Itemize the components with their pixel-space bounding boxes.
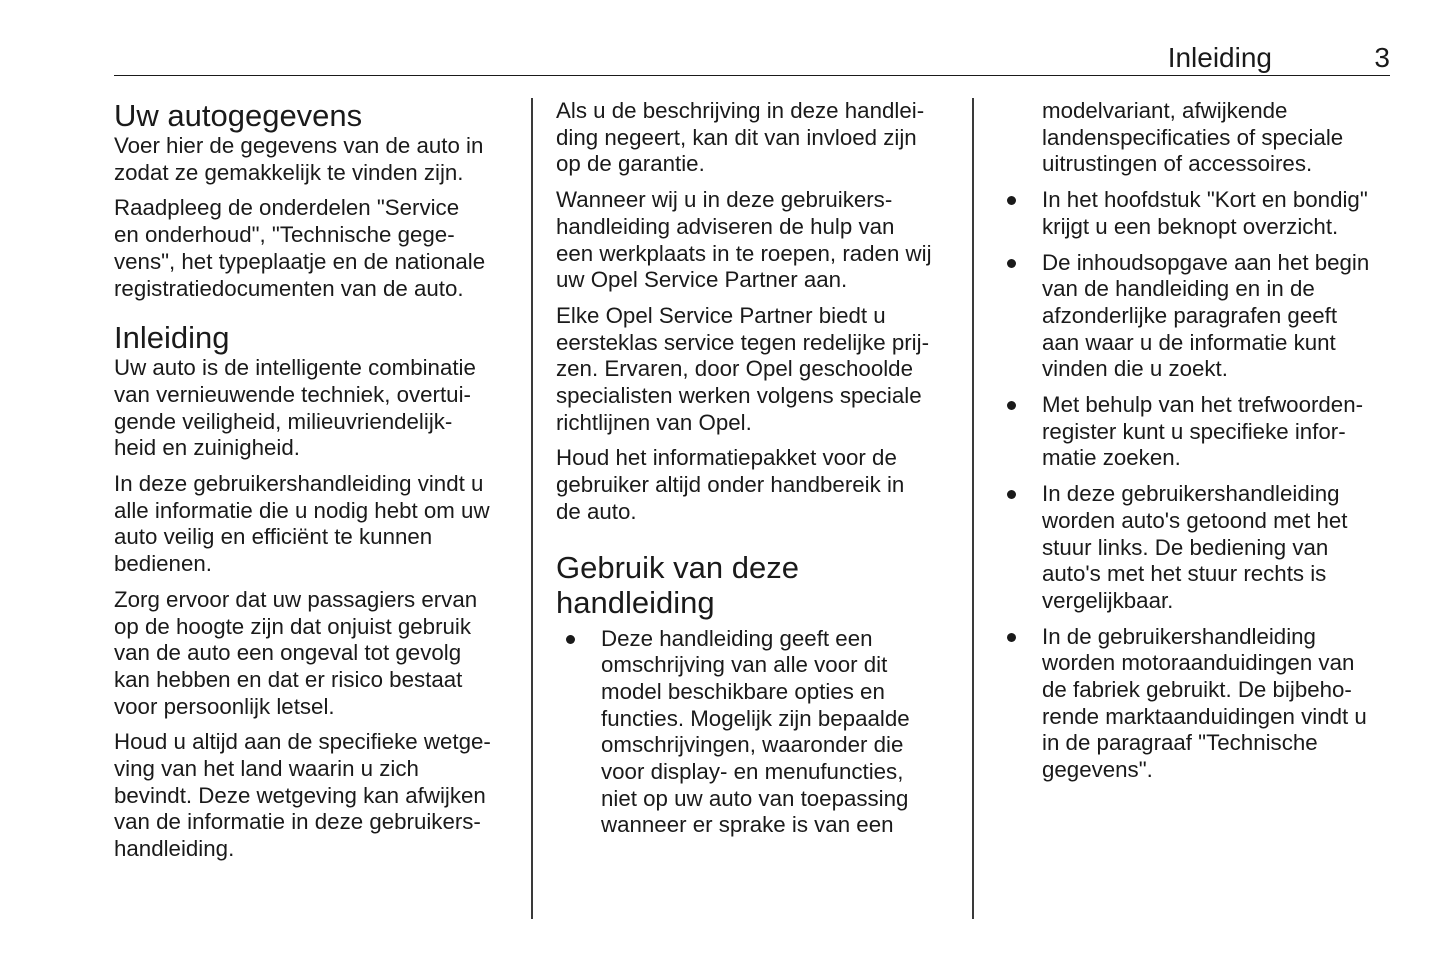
bullet-item: De inhoudsopgave aan het begin van de handleiding en in de afzonderlijke paragrafen geeft aan waar u de informatie kunt vinden die u zoekt. xyxy=(1000,250,1395,384)
bullet-icon xyxy=(1007,633,1016,642)
column-2 xyxy=(556,98,956,848)
paragraph: Zorg ervoor dat uw passagiers ervan op de hoogte zijn dat onjuist gebruik van de auto een ongeval tot gevolg kan hebben en dat er risico bestaat voor persoonlijk letsel. xyxy=(114,586,478,719)
paragraph: Wanneer wij u in deze gebruikers- handleiding adviseren de hulp van een werkplaats in te roepen, raden wij uw Opel Service Partner aan. xyxy=(556,187,932,293)
bullet-list xyxy=(1000,187,1395,784)
bullet-icon xyxy=(1007,196,1016,205)
section-heading-autogegevens: Uw autogegevens xyxy=(114,98,363,133)
column-divider-2 xyxy=(972,98,974,919)
column-divider-1 xyxy=(531,98,533,919)
bullet-icon xyxy=(566,635,575,644)
bullet-icon xyxy=(1007,490,1016,499)
section-heading-inleiding: Inleiding xyxy=(114,320,230,356)
column-1 xyxy=(114,98,514,872)
running-header-title: Inleiding xyxy=(1167,42,1272,73)
paragraph: Elke Opel Service Partner biedt u eersteklas service tegen redelijke prij- zen. Ervaren, door Opel geschoolde specialisten werken volgens speciale richtlijnen van Opel. xyxy=(556,302,930,435)
bullet-continuation: modelvariant, afwijkende landenspecificaties of speciale uitrustingen of accessoires. xyxy=(1042,98,1344,177)
paragraph: Als u de beschrijving in deze handlei- ding negeert, kan dit van invloed zijn op de garantie. xyxy=(556,98,925,177)
bullet-icon xyxy=(1007,259,1016,268)
bullet-item: In het hoofdstuk "Kort en bondig" krijgt u een beknopt overzicht. xyxy=(1000,187,1395,240)
bullet-item: In deze gebruikershandleiding worden auto's getoond met het stuur links. De bediening van auto's met het stuur rechts is vergelijkbaar. xyxy=(1000,481,1395,615)
paragraph: Uw auto is de intelligente combinatie van vernieuwende techniek, overtui- gende veiligheid, milieuvriendelijk- heid en zuinigheid. xyxy=(114,355,476,461)
paragraph: Raadpleeg de onderdelen "Service en onderhoud", "Technische gege- vens", het typeplaatje en de nationale registratiedocumenten van de auto. xyxy=(114,195,486,301)
page-header xyxy=(114,40,1390,76)
page-number: 3 xyxy=(1374,42,1390,73)
bullet-list xyxy=(556,626,956,840)
paragraph: In deze gebruikershandleiding vindt u alle informatie die u nodig hebt om uw auto veilig en efficiënt te kunnen bedienen. xyxy=(114,471,490,577)
paragraph: Voer hier de gegevens van de auto in zodat ze gemakkelijk te vinden zijn. xyxy=(114,133,484,185)
bullet-icon xyxy=(1007,401,1016,410)
bullet-item: In de gebruikershandleiding worden motoraanduidingen van de fabriek gebruikt. De bijbeho- rende marktaanduidingen vindt u in de paragraaf "Technische gegevens". xyxy=(1000,624,1395,784)
paragraph: Houd u altijd aan de specifieke wetge- ving van het land waarin u zich bevindt. Deze wetgeving kan afwijken van de informatie in deze gebruikers- handleiding. xyxy=(114,729,491,862)
column-3 xyxy=(1000,98,1395,793)
paragraph: Houd het informatiepakket voor de gebruiker altijd onder handbereik in de auto. xyxy=(556,445,905,524)
section-heading-gebruik: Gebruik van deze handleiding xyxy=(556,549,799,620)
bullet-item: Met behulp van het trefwoorden- register kunt u specifieke infor- matie zoeken. xyxy=(1000,392,1395,472)
bullet-item: Deze handleiding geeft een omschrijving van alle voor dit model beschikbare opties en functies. Mogelijk zijn bepaalde omschrijvingen, waaronder die voor display- en menufuncties, niet op uw auto van toepassing wanneer er sprake is van een xyxy=(556,626,956,840)
